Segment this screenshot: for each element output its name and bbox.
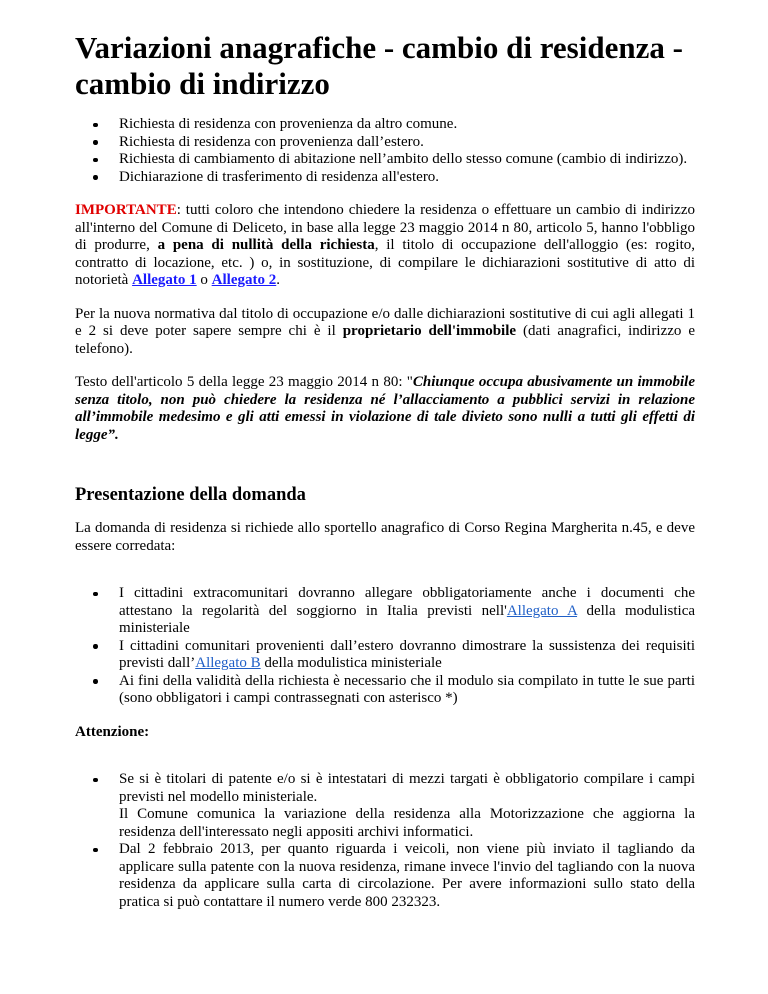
normativa-bold-text: proprietario dell'immobile — [342, 323, 517, 339]
allegato-2-link[interactable]: Allegato 2 — [211, 272, 277, 288]
document-page — [75, 30, 695, 911]
normativa-text-1: Per la nuova normativa dal titolo di occupazione e/o dalle dichiarazioni sostitutive di cui agli allegati 1 e 2 si deve poter sapere sempre chi è il — [75, 305, 695, 339]
normativa-paragraph — [75, 306, 695, 359]
attenzione-label: Attenzione: — [75, 723, 150, 740]
list-item: Richiesta di residenza con provenienza da altro comune. — [119, 116, 695, 134]
list-item: Richiesta di residenza con provenienza dall’estero. — [119, 134, 695, 152]
list-item — [119, 638, 695, 673]
important-text-3: o — [196, 272, 212, 288]
list-item-text: della modulistica ministeriale — [119, 602, 696, 636]
list-item-text: I cittadini comunitari provenienti dall’estero dovranno dimostrare la sussistenza dei requisiti previsti dall’ — [119, 637, 695, 671]
list-item-text: Il Comune comunica la variazione della residenza alla Motorizzazione che aggiorna la residenza dell'interessato negli appositi archivi informatici. — [119, 806, 695, 840]
attenzione-list — [75, 771, 695, 911]
list-item-text: della modulistica ministeriale — [260, 655, 442, 671]
list-item — [119, 585, 695, 638]
list-item: Richiesta di cambiamento di abitazione nell’ambito dello stesso comune (cambio di indirizzo). — [119, 151, 695, 169]
list-item-text: I cittadini extracomunitari dovranno allegare obbligatoriamente anche i documenti che attestano la regolarità del soggiorno in Italia previsti nell' — [119, 585, 695, 619]
list-item — [119, 771, 695, 841]
section-title: Presentazione della domanda — [75, 485, 306, 505]
intro-list — [75, 116, 695, 186]
important-text-4: . — [276, 272, 280, 288]
articolo-quote: Chiunque occupa abusivamente un immobile senza titolo, non può chiedere la residenza né l’allacciamento a pubblici servizi in relazione all’immobile medesimo e gli atti emessi in violazione di tale divieto sono nulli a tutti gli effetti di legge”. — [75, 374, 695, 443]
domanda-intro: La domanda di residenza si richiede allo sportello anagrafico di Corso Regina Margherita n.45, e deve essere corredata: — [75, 520, 695, 554]
important-bold-text: a pena di nullità della richiesta — [157, 237, 375, 253]
list-item: Ai fini della validità della richiesta è necessario che il modulo sia compilato in tutte le sue parti (sono obbligatori i campi contrassegnati con asterisco *) — [119, 672, 695, 706]
list-item: Dal 2 febbraio 2013, per quanto riguarda i veicoli, non viene più inviato il tagliando da applicare sulla patente con la nuova residenza, rimane invece l'invio del tagliando con la nuova residenza da applicare sulla carta di circolazione. Per avere informazioni sullo stato della pratica si può contattare il numero verde 800 232323. — [119, 841, 695, 910]
important-text-2: , il titolo di occupazione dell'alloggio (es: rogito, contratto di locazione, etc. ) o, in sostituzione, di compilare le dichiarazioni sostitutive di atto di notorietà — [75, 237, 695, 288]
list-item: Dichiarazione di trasferimento di residenza all'estero. — [119, 169, 695, 187]
domanda-list — [75, 585, 695, 708]
normativa-text-2: (dati anagrafici, indirizzo e telefono). — [75, 323, 695, 357]
articolo-paragraph — [75, 374, 695, 444]
important-label: IMPORTANTE — [75, 202, 177, 218]
allegato-1-link[interactable]: Allegato 1 — [132, 272, 197, 288]
articolo-text: Testo dell'articolo 5 della legge 23 maggio 2014 n 80: " — [75, 374, 413, 390]
important-paragraph — [75, 202, 695, 290]
allegato-b-link[interactable]: Allegato B — [195, 655, 261, 671]
page-title: Variazioni anagrafiche - cambio di residenza - cambio di indirizzo — [75, 30, 683, 101]
important-text-1: : tutti coloro che intendono chiedere la residenza o effettuare un cambio di indirizzo all'interno del Comune di Deliceto, in base alla legge 23 maggio 2014 n 80, articolo 5, hanno l'obbligo di produrre, — [75, 202, 695, 253]
list-item-text: Se si è titolari di patente e/o si è intestatari di mezzi targati è obbligatorio compilare i campi previsti nel modello ministeriale. — [119, 771, 695, 805]
allegato-a-link[interactable]: Allegato A — [506, 602, 578, 619]
